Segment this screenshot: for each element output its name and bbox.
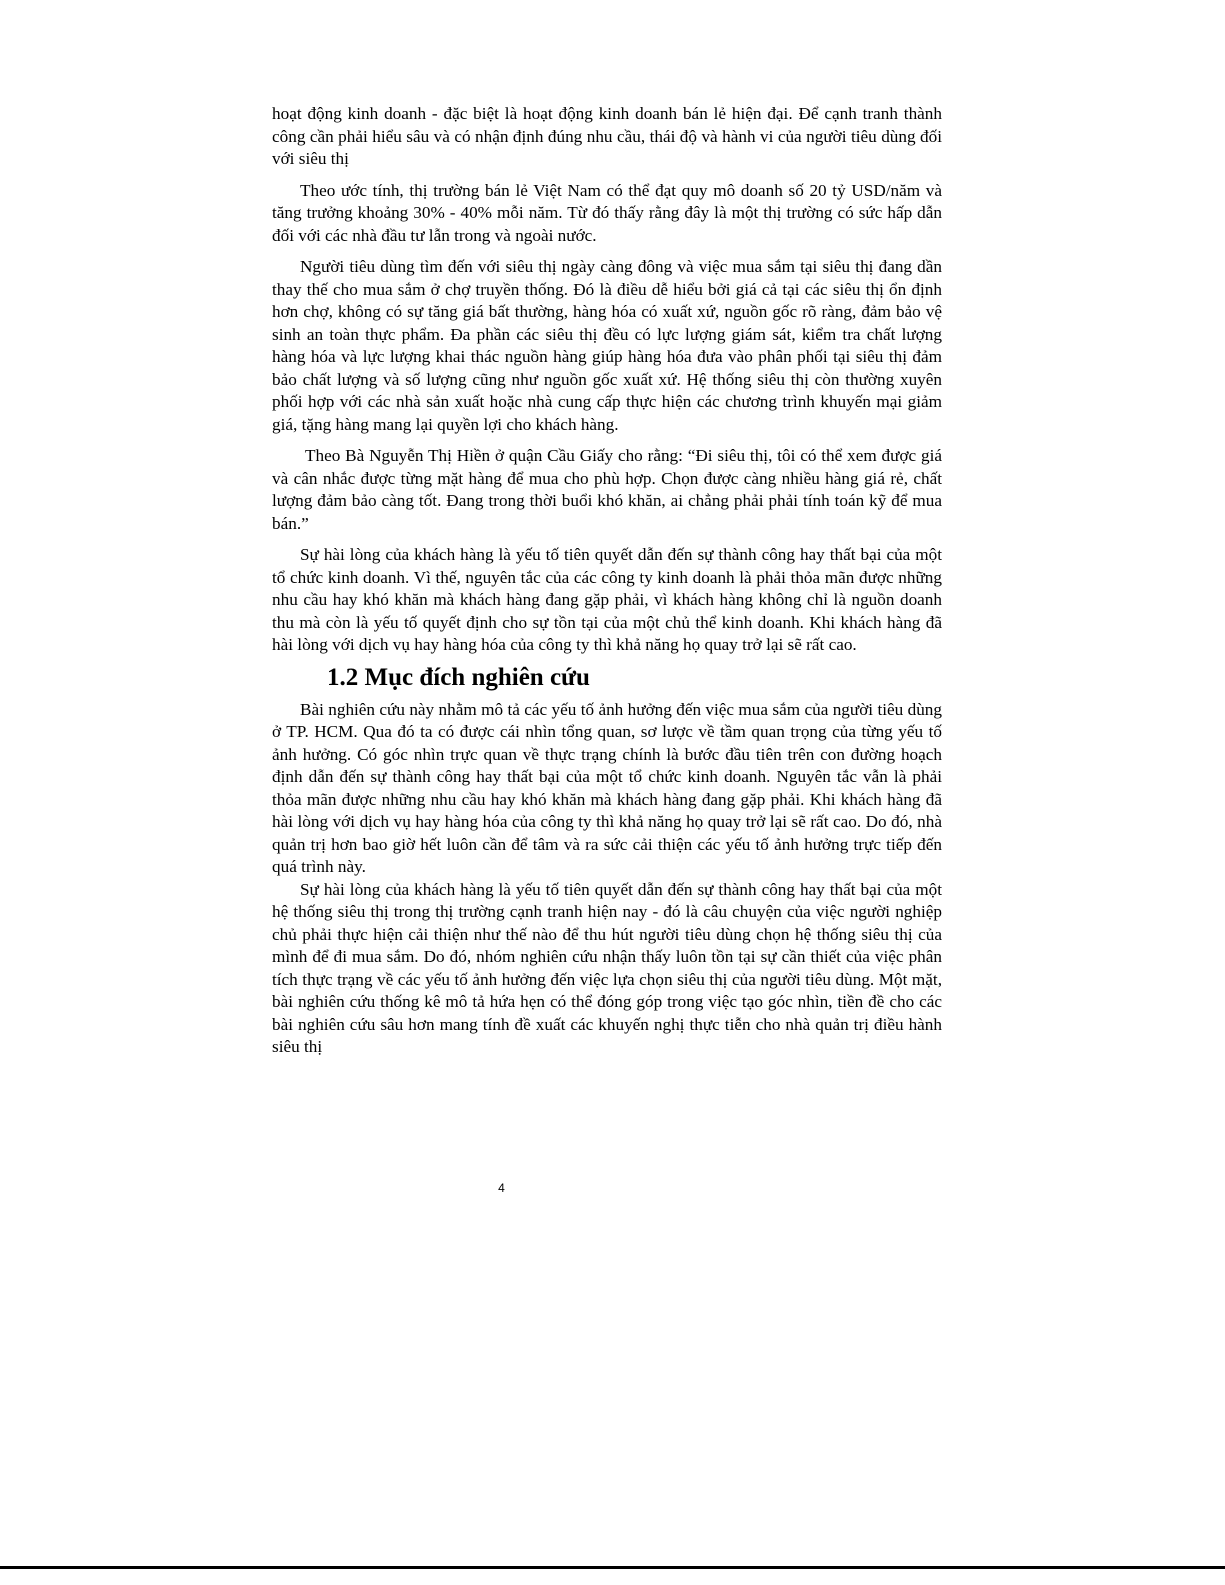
- paragraph-market-estimate: Theo ước tính, thị trường bán lẻ Việt Nam có thể đạt quy mô doanh số 20 tỷ USD/năm và tăng trưởng khoảng 30% - 40% mỗi năm. Từ đó thấy rằng đây là một thị trường có sức hấp dẫn đối với các nhà đầu tư lẫn trong và ngoài nước.: [272, 180, 942, 245]
- document-body: [272, 103, 942, 1059]
- paragraph-supermarket-trend: Người tiêu dùng tìm đến với siêu thị ngày càng đông và việc mua sắm tại siêu thị đang dần thay thế cho mua sắm ở chợ truyền thống. Đó là điều dễ hiểu bởi giá cả tại các siêu thị ổn định hơn chợ, không có sự tăng giá bất thường, hàng hóa có xuất xứ, nguồn gốc rõ ràng, đảm bảo vệ sinh an toàn thực phẩm. Đa phần các siêu thị đều có lực lượng giám sát, kiểm tra chất lượng hàng hóa và lực lượng khai thác nguồn hàng giúp hàng hóa đưa vào phân phối tại siêu thị đảm bảo chất lượng và số lượng cũng như nguồn gốc xuất xứ. Hệ thống siêu thị còn thường xuyên phối hợp với các nhà sản xuất hoặc nhà cung cấp thực hiện các chương trình khuyến mại giảm giá, tặng hàng mang lại quyền lợi cho khách hàng.: [272, 257, 942, 434]
- page-number: 4: [498, 1181, 505, 1195]
- paragraph-customer-quote: Theo Bà Nguyễn Thị Hiền ở quận Cầu Giấy cho rằng: “Đi siêu thị, tôi có thể xem được giá và cân nhắc được từng mặt hàng để mua cho phù hợp. Chọn được càng nhiều hàng giá rẻ, chất lượng đảm bảo càng tốt. Đang trong thời buổi khó khăn, ai chẳng phải phải tính toán kỹ để mua bán.”: [272, 446, 942, 533]
- page-bottom-border: [0, 1566, 1225, 1569]
- paragraph-customer-satisfaction: Sự hài lòng của khách hàng là yếu tố tiên quyết dẫn đến sự thành công hay thất bại của một tổ chức kinh doanh. Vì thế, nguyên tắc của các công ty kinh doanh là phải thỏa mãn được những nhu cầu hay khó khăn mà khách hàng đang gặp phải, vì khách hàng không chỉ là nguồn doanh thu mà còn là yếu tố quyết định cho sự tồn tại của một chủ thể kinh doanh. Khi khách hàng đã hài lòng với dịch vụ hay hàng hóa của công ty thì khả năng họ quay trở lại sẽ rất cao.: [272, 545, 942, 654]
- section-heading: 1.2 Mục đích nghiên cứu: [327, 663, 590, 691]
- paragraph-research-necessity: Sự hài lòng của khách hàng là yếu tố tiên quyết dẫn đến sự thành công hay thất bại của một hệ thống siêu thị trong thị trường cạnh tranh hiện nay - đó là câu chuyện của việc người nghiệp chủ phải thực hiện cải thiện như thế nào để thu hút người tiêu dùng chọn hệ thống siêu thị của mình để đi mua sắm. Do đó, nhóm nghiên cứu nhận thấy luôn tồn tại sự cần thiết của việc phân tích thực trạng về các yếu tố ảnh hưởng đến việc lựa chọn siêu thị của người tiêu dùng. Một mặt, bài nghiên cứu thống kê mô tả hứa hẹn có thể đóng góp trong việc tạo góc nhìn, tiền đề cho các bài nghiên cứu sâu hơn mang tính đề xuất các khuyến nghị thực tiễn cho nhà quản trị điều hành siêu thị: [272, 879, 942, 1056]
- paragraph-business-context: hoạt động kinh doanh - đặc biệt là hoạt động kinh doanh bán lẻ hiện đại. Để cạnh tranh thành công cần phải hiểu sâu và có nhận định đúng nhu cầu, thái độ và hành vi của người tiêu dùng đối với siêu thị: [272, 104, 942, 168]
- paragraph-research-purpose: Bài nghiên cứu này nhằm mô tả các yếu tố ảnh hưởng đến việc mua sắm của người tiêu dùng ở TP. HCM. Qua đó ta có được cái nhìn tổng quan, sơ lược về tầm quan trọng của từng yếu tố ảnh hưởng. Có góc nhìn trực quan về thực trạng chính là bước đầu tiên trên con đường hoạch định dẫn đến sự thành công hay thất bại của một tổ chức kinh doanh. Nguyên tắc vẫn là phải thỏa mãn được những nhu cầu hay khó khăn mà khách hàng đang gặp phải. Khi khách hàng đã hài lòng với dịch vụ hay hàng hóa của công ty thì khả năng họ quay trở lại sẽ rất cao. Do đó, nhà quản trị hơn bao giờ hết luôn cần để tâm và ra sức cải thiện các yếu tố ảnh hưởng trực tiếp đến quá trình này.: [272, 699, 942, 876]
